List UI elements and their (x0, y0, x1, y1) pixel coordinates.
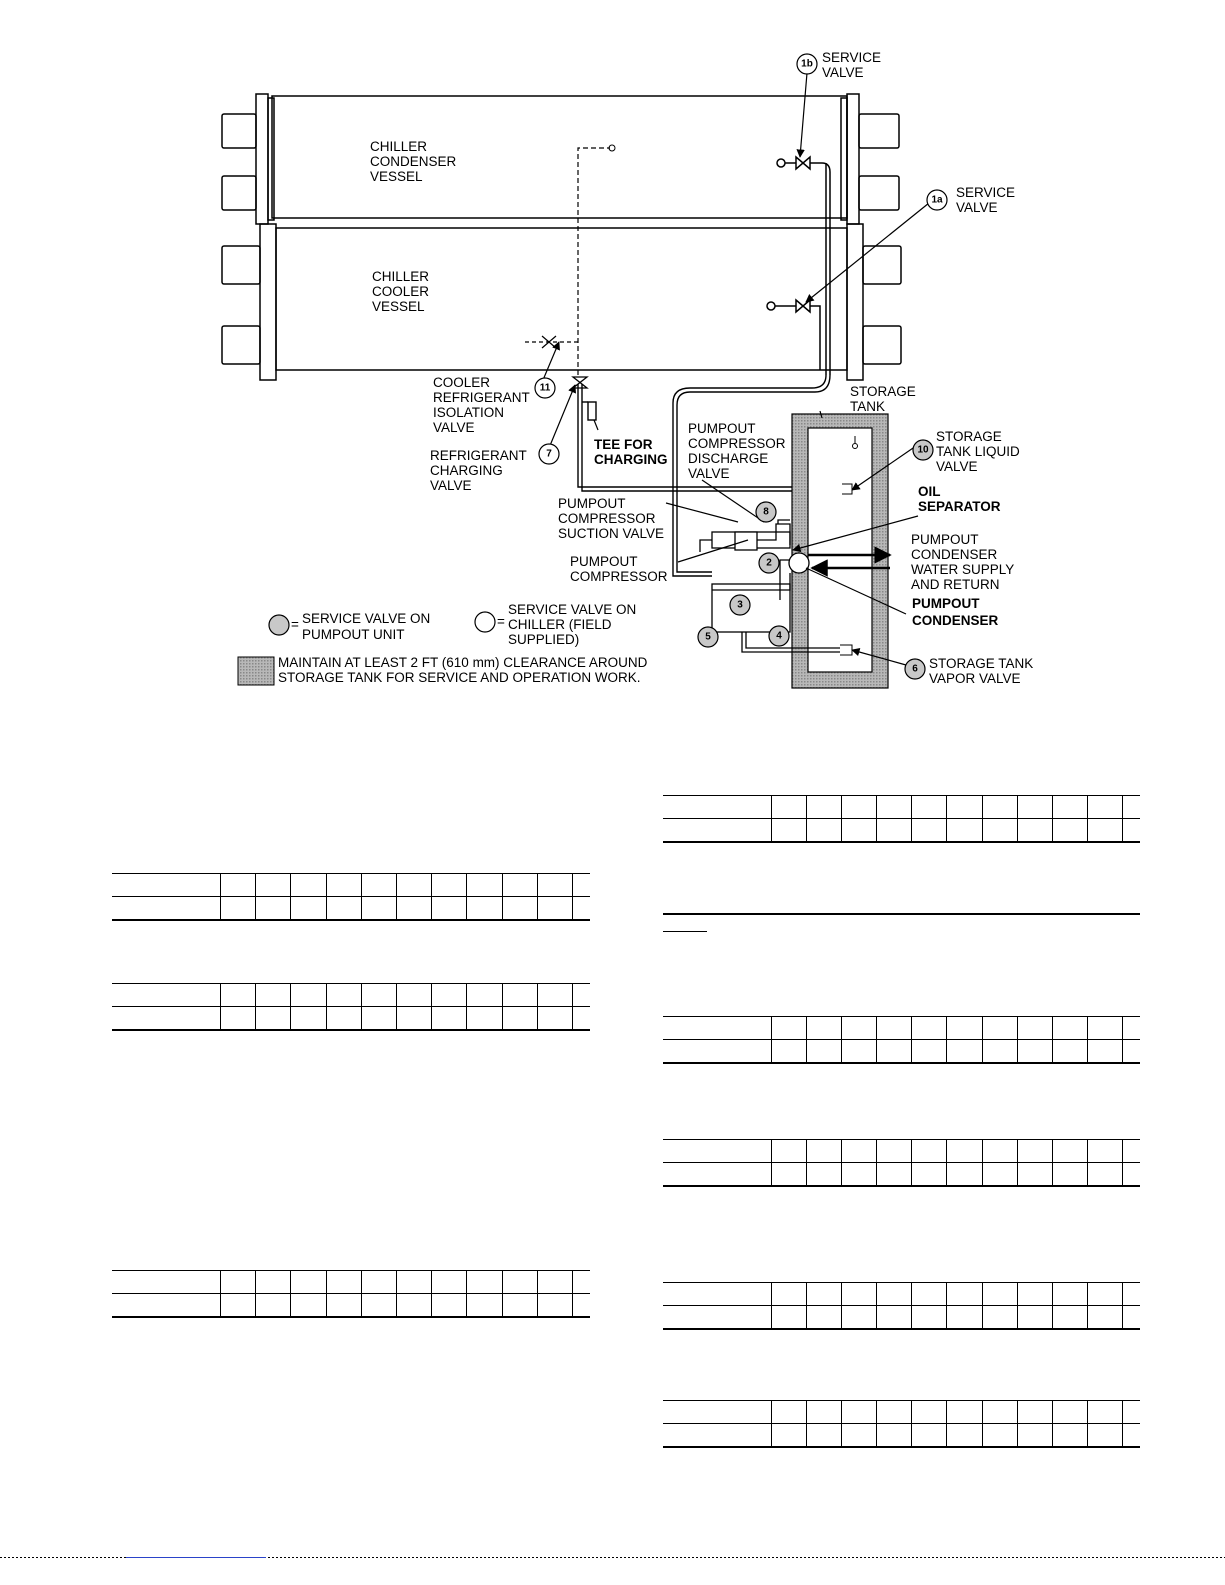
service-valve-1a-icon[interactable] (767, 300, 820, 370)
valve-table-right-2 (663, 1016, 1140, 1064)
label-condenser-water: PUMPOUT CONDENSER WATER SUPPLY AND RETURN (911, 532, 1015, 592)
label-condenser-vessel: CHILLER CONDENSER VESSEL (370, 139, 457, 184)
legend-chiller-swatch (475, 612, 495, 632)
callout-6 (905, 659, 925, 679)
svg-text:2: 2 (766, 557, 772, 569)
legend-pumpout-unit-swatch (269, 615, 289, 635)
callout-2 (759, 553, 779, 573)
legend (238, 602, 648, 685)
svg-text:6: 6 (912, 663, 918, 675)
charging-valve-icon[interactable] (573, 377, 587, 388)
storage-tank (789, 414, 888, 688)
charging-dip-tube (578, 148, 610, 375)
callout-10 (913, 440, 933, 460)
callout-1b (797, 54, 817, 74)
label-charging-valve: REFRIGERANT CHARGING VALVE (430, 448, 527, 493)
valve-table-right-1 (663, 795, 1140, 843)
section-rule (663, 913, 1140, 915)
valve-table-right-4 (663, 1282, 1140, 1330)
callout-8 (756, 502, 776, 522)
callout-11 (535, 378, 555, 398)
label-storage-tank-liquid-valve: STORAGE TANK LIQUID VALVE (936, 429, 1020, 474)
callout-1a (927, 190, 947, 210)
footer-link-underline (126, 1557, 266, 1558)
svg-text:5: 5 (705, 631, 711, 643)
valve-table-right-5 (663, 1400, 1140, 1448)
label-cooler-isolation-valve: COOLER REFRIGERANT ISOLATION VALVE (433, 375, 530, 435)
label-service-valve-1b: SERVICE VALVE (822, 50, 882, 80)
label-storage-tank-vapor-valve: STORAGE TANK VAPOR VALVE (929, 656, 1034, 686)
svg-text:11: 11 (539, 382, 551, 394)
svg-text:8: 8 (763, 506, 769, 518)
valve-table-left-2 (112, 983, 590, 1031)
svg-text:4: 4 (776, 630, 782, 642)
service-valve-1b-icon[interactable] (777, 157, 830, 375)
svg-text:1a: 1a (931, 194, 943, 206)
label-pumpout-condenser: PUMPOUT CONDENSER (912, 596, 999, 628)
svg-text:=: = (291, 617, 299, 632)
label-discharge-valve: PUMPOUT COMPRESSOR DISCHARGE VALVE (688, 421, 786, 481)
svg-text:7: 7 (546, 448, 552, 460)
svg-text:1b: 1b (801, 58, 813, 70)
valve-table-right-3 (663, 1139, 1140, 1187)
svg-text:10: 10 (917, 444, 929, 456)
note-underline (663, 931, 707, 932)
svg-text:=: = (497, 614, 505, 629)
valve-table-left-3 (112, 1270, 590, 1318)
valve-table-left-1 (112, 873, 590, 921)
callout-4 (769, 626, 789, 646)
label-oil-separator: OIL SEPARATOR (918, 484, 1001, 514)
callout-7 (539, 444, 559, 464)
label-tee-for-charging: TEE FOR CHARGING (594, 437, 668, 467)
label-service-valve-1a: SERVICE VALVE (956, 185, 1016, 215)
label-pumpout-compressor: PUMPOUT COMPRESSOR (570, 554, 668, 584)
label-storage-tank: STORAGE TANK (850, 384, 916, 414)
legend-pumpout-unit: SERVICE VALVE ON PUMPOUT UNIT (302, 611, 431, 642)
svg-text:3: 3 (737, 599, 743, 611)
legend-clearance-swatch (238, 657, 274, 685)
legend-chiller-field: SERVICE VALVE ON CHILLER (FIELD SUPPLIED) (508, 602, 637, 647)
callout-3 (730, 595, 750, 615)
label-cooler-vessel: CHILLER COOLER VESSEL (372, 269, 430, 314)
legend-clearance: MAINTAIN AT LEAST 2 FT (610 mm) CLEARANCE AROUND STORAGE TANK FOR SERVICE AND OPERATION WORK. (278, 655, 648, 685)
callout-5 (698, 627, 718, 647)
pumpout-piping-diagram (0, 0, 1225, 760)
label-suction-valve: PUMPOUT COMPRESSOR SUCTION VALVE (558, 496, 665, 541)
